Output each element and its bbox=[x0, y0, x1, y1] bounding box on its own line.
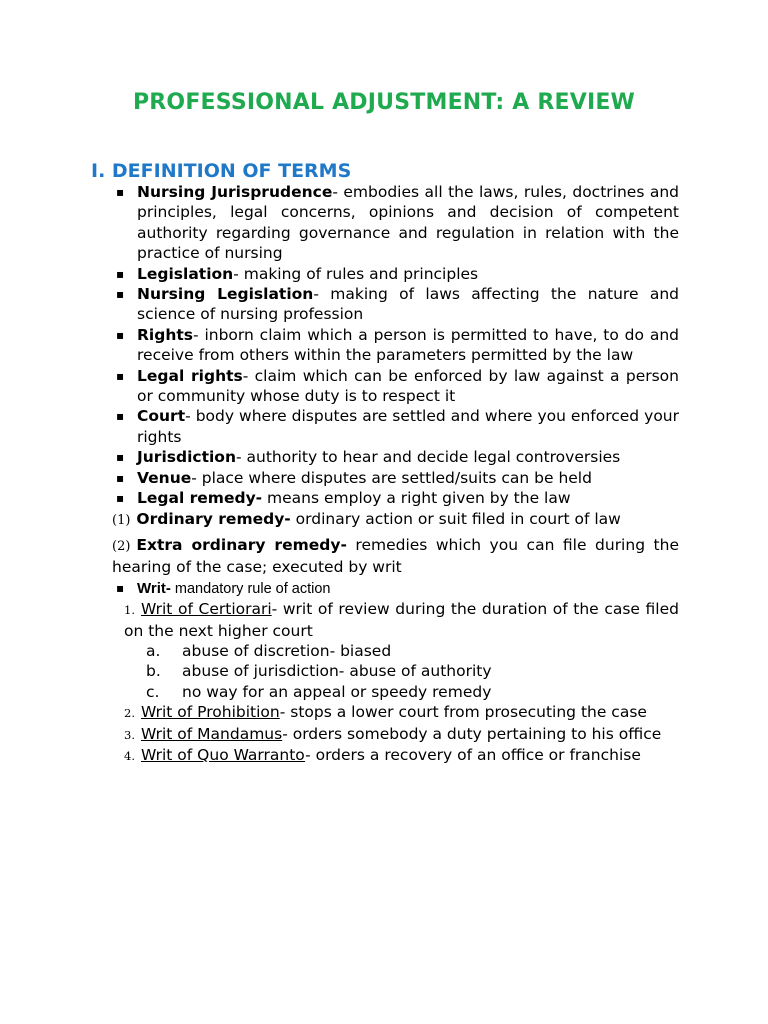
writ-name: Writ of Certiorari bbox=[140, 600, 272, 619]
term-definition: - making of rules and principles bbox=[233, 264, 479, 283]
list-item bbox=[113, 366, 679, 407]
sub-item-label: c. bbox=[146, 682, 160, 701]
remedy-number: (1) bbox=[112, 512, 131, 528]
term-definition: remedies which you can file during the hearing of the case; executed by writ bbox=[112, 535, 679, 577]
list-item bbox=[113, 284, 679, 325]
writ-definition: - stops a lower court from prosecuting the case bbox=[279, 703, 647, 722]
sub-item-text: abuse of discretion- biased bbox=[182, 641, 392, 660]
writ-number: 3. bbox=[124, 727, 135, 742]
bullet-icon: ▪ bbox=[116, 266, 125, 281]
sub-item-label: a. bbox=[146, 641, 161, 660]
writ-item bbox=[113, 745, 679, 766]
list-item bbox=[113, 325, 679, 366]
writ-item bbox=[113, 599, 679, 641]
term-definition: - claim which can be enforced by law against a person or community whose duty is to respect it bbox=[137, 366, 679, 406]
bullet-icon: ▪ bbox=[116, 450, 125, 465]
term-label: Extra ordinary remedy- bbox=[136, 535, 347, 554]
term-definition: means employ a right given by the law bbox=[262, 489, 571, 508]
sub-item-label: b. bbox=[146, 662, 161, 681]
writ-definition: - orders a recovery of an office or franchise bbox=[305, 745, 641, 764]
term-label: Jurisdiction bbox=[137, 448, 236, 467]
bullet-icon: ▪ bbox=[116, 327, 125, 342]
list-item bbox=[113, 578, 679, 599]
term-label: Legal rights bbox=[137, 366, 243, 385]
document-title: PROFESSIONAL ADJUSTMENT: A REVIEW bbox=[132, 90, 636, 115]
writ-number: 1. bbox=[124, 603, 135, 618]
term-label: Rights bbox=[137, 325, 194, 344]
bullet-icon: ▪ bbox=[116, 470, 125, 485]
list-item bbox=[113, 488, 679, 508]
writ-name: Writ of Prohibition bbox=[140, 703, 280, 722]
bullet-icon: ▪ bbox=[116, 287, 125, 302]
sub-list-item bbox=[113, 682, 679, 702]
bullet-icon: ▪ bbox=[116, 368, 125, 383]
list-item bbox=[113, 468, 679, 488]
sub-item-text: abuse of jurisdiction- abuse of authority bbox=[182, 662, 492, 681]
bullet-icon: ▪ bbox=[116, 580, 125, 595]
term-definition: - body where disputes are settled and where you enforced your rights bbox=[137, 407, 679, 446]
term-label: Legislation bbox=[137, 264, 234, 283]
writ-number: 4. bbox=[124, 748, 135, 763]
bullet-icon: ▪ bbox=[116, 185, 125, 199]
term-label: Legal remedy- bbox=[137, 489, 263, 508]
sub-item-text: no way for an appeal or speedy remedy bbox=[182, 682, 492, 701]
term-definition: - embodies all the laws, rules, doctrines and principles, legal concerns, opinions and decision of competent authority regarding governance and regulation in relation with the practice of nursing bbox=[137, 183, 679, 263]
term-label: Nursing Legislation bbox=[137, 285, 314, 304]
list-item bbox=[113, 406, 679, 447]
writ-name: Writ of Quo Warranto bbox=[140, 745, 306, 764]
term-label: Ordinary remedy- bbox=[136, 509, 291, 528]
term-definition: ordinary action or suit filed in court of law bbox=[290, 509, 621, 528]
writ-definition: - orders somebody a duty pertaining to his office bbox=[282, 724, 662, 743]
remedy-item bbox=[112, 509, 679, 531]
writ-number: 2. bbox=[124, 706, 135, 721]
section-heading: I. DEFINITION OF TERMS bbox=[91, 160, 352, 182]
sub-list-item bbox=[113, 661, 679, 681]
writ-definition: - writ of review during the duration of the case filed on the next higher court bbox=[124, 600, 679, 640]
remedy-number: (2) bbox=[112, 538, 131, 554]
term-definition: - inborn claim which a person is permitted to have, to do and receive from others within the parameters permitted by the law bbox=[137, 325, 679, 365]
sub-list-item bbox=[113, 641, 679, 661]
bullet-icon: ▪ bbox=[116, 491, 125, 506]
writ-item bbox=[113, 724, 679, 745]
writ-item bbox=[113, 702, 679, 723]
term-label: Nursing Jurisprudence bbox=[137, 183, 333, 201]
list-item bbox=[113, 264, 679, 284]
writ-name: Writ of Mandamus bbox=[140, 724, 283, 743]
term-definition: mandatory rule of action bbox=[170, 580, 331, 597]
term-definition: - place where disputes are settled/suits can be held bbox=[191, 468, 592, 487]
term-definition: - making of laws affecting the nature and science of nursing profession bbox=[137, 285, 679, 324]
bullet-icon: ▪ bbox=[116, 409, 125, 424]
term-label: Court bbox=[137, 407, 186, 426]
term-definition: - authority to hear and decide legal controversies bbox=[236, 448, 621, 467]
term-label: Writ- bbox=[137, 579, 171, 597]
document-body bbox=[113, 182, 679, 766]
list-item bbox=[113, 182, 679, 264]
list-item bbox=[113, 447, 679, 467]
remedy-item bbox=[112, 535, 679, 578]
term-label: Venue bbox=[137, 468, 192, 487]
